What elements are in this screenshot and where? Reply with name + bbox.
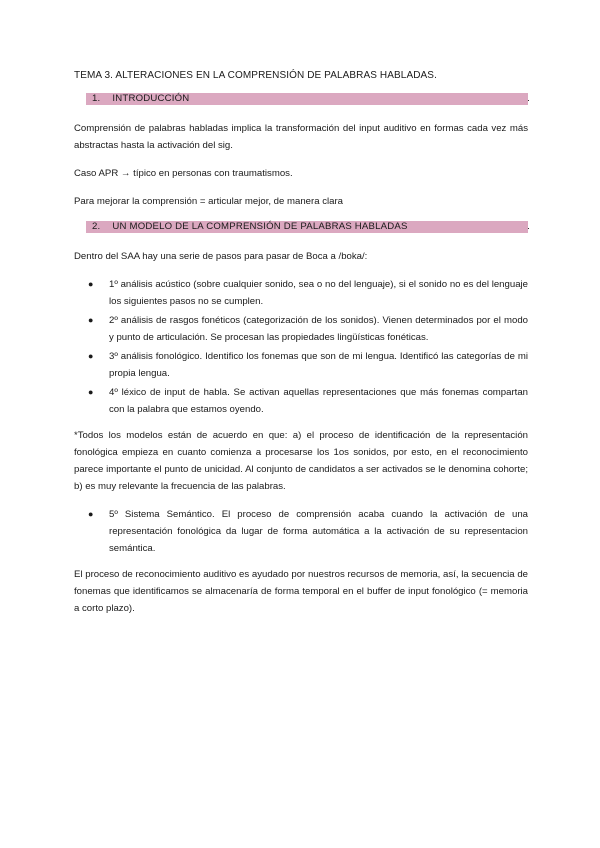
list-item: [74, 312, 528, 346]
list-item-text: 2º análisis de rasgos fonéticos (categorización de los sonidos). Vienen determinados por el modo y punto de articulación. Se procesan las propiedades lingüísticas fonéticas.: [109, 315, 528, 343]
list-item: [74, 276, 528, 310]
section-heading-modelo: [86, 221, 528, 233]
list-item-text: 5º Sistema Semántico. El proceso de comprensión acaba cuando la activación de una representación fonológica da lugar de forma automática a la activación de su representacion semántica.: [109, 509, 528, 554]
list-item: [74, 348, 528, 382]
intro-paragraph-2: Caso APR → típico en personas con traumatismos.: [74, 168, 293, 179]
list-item-text: 4º léxico de input de habla. Se activan aquellas representaciones que más fonemas compartan con la palabra que estamos oyendo.: [109, 387, 528, 415]
list-item: [74, 384, 528, 418]
step5-list: [74, 506, 528, 557]
list-item-text: 3º análisis fonológico. Identifico los fonemas que son de mi lengua. Identificó las categorías de mi propia lengua.: [109, 351, 528, 379]
list-item-text: 1º análisis acústico (sobre cualquier sonido, sea o no del lenguaje), si el sonido no es del lenguaje los siguientes pasos no se cumplen.: [109, 279, 528, 307]
section-label: UN MODELO DE LA COMPRENSIÓN DE PALABRAS HABLADAS: [112, 221, 408, 232]
section-heading-text: [92, 221, 408, 233]
document-title: TEMA 3. ALTERACIONES EN LA COMPRENSIÓN DE PALABRAS HABLADAS.: [74, 70, 437, 81]
section-label: INTRODUCCIÓN: [112, 93, 190, 104]
section-number: 1.: [92, 93, 101, 104]
bullet-icon: ●: [88, 315, 94, 325]
section-end: .: [527, 221, 530, 232]
section-heading-introduccion: [86, 93, 528, 105]
bullet-icon: ●: [88, 387, 94, 397]
list-item: [74, 506, 528, 557]
section-number: 2.: [92, 221, 101, 232]
bullet-icon: ●: [88, 509, 94, 519]
models-note: *Todos los modelos están de acuerdo en que: a) el proceso de identificación de la representación fonológica empieza en cuanto comienza a procesarse los 1os sonidos, por esto, en el reconocimiento parece importante el punto de unicidad. Al conjunto de candidatos a ser activados se le denomina cohorte; b) es muy relevante la frecuencia de las palabras.: [74, 430, 528, 492]
section-end: .: [527, 93, 530, 104]
intro-paragraph-1: Comprensión de palabras habladas implica la transformación del input auditivo en formas cada vez más abstractas hasta la activación del sig.: [74, 123, 528, 151]
intro-paragraph-3: Para mejorar la comprensión = articular mejor, de manera clara: [74, 196, 344, 207]
section-heading-text: [92, 93, 189, 105]
bullet-icon: ●: [88, 279, 94, 289]
steps-list: [74, 276, 528, 418]
closing-paragraph: El proceso de reconocimiento auditivo es ayudado por nuestros recursos de memoria, así, la secuencia de fonemas que identificamos se almacenaría de forma temporal en el buffer de input fonológico (= memoria a corto plazo).: [74, 569, 528, 614]
bullet-icon: ●: [88, 351, 94, 361]
model-paragraph: Dentro del SAA hay una serie de pasos para pasar de Boca a /boka/:: [74, 251, 368, 262]
document-page: [74, 70, 528, 628]
